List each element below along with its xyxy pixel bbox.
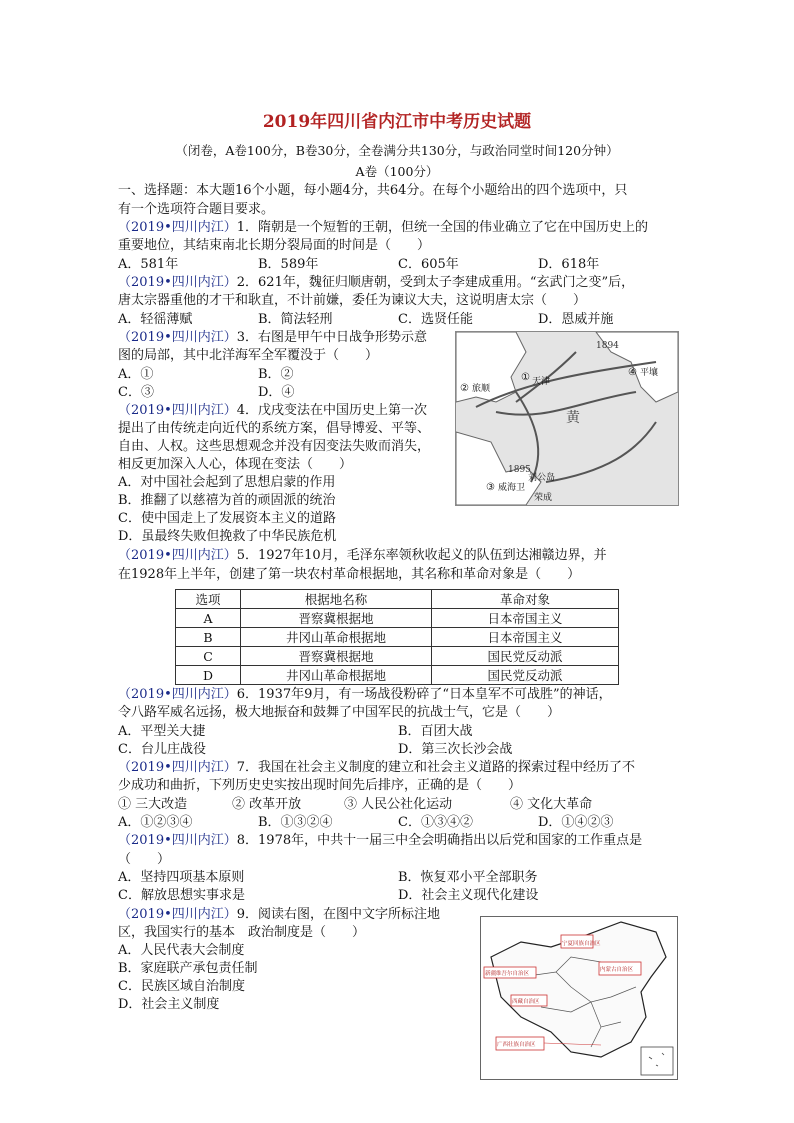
q6-option-b: B．百团大战 [398, 724, 473, 739]
q3-option-c: C．③ [118, 385, 154, 400]
q8-option-b: B．恢复邓小平全部职务 [398, 870, 538, 885]
q9-option-a: A．人民代表大会制度 [118, 943, 245, 958]
table-cell: 日本帝国主义 [432, 628, 619, 647]
map-label-year-1895: 1895 [508, 465, 531, 475]
map-label-3: ③ [486, 482, 495, 493]
map-label-liugongdao: 刘公岛 [528, 473, 556, 483]
table-cell: 国民党反动派 [432, 666, 619, 685]
q4-option-c: C．使中国走上了发展资本主义的道路 [118, 511, 336, 526]
question-source: （2019•四川内江） [118, 403, 237, 418]
q2-option-c: C．选贤任能 [398, 312, 473, 327]
q3-option-b: B．② [258, 367, 294, 382]
question-9-text-2: 区，我国实行的基本 政治制度是（ ） [118, 925, 366, 940]
q7-item-4: ④ 文化大革命 [510, 797, 593, 812]
question-4-text: 4．戊戌变法在中国历史上第一次 [236, 403, 428, 418]
q7-option-b: B．①③②④ [258, 815, 333, 830]
question-8-text: 8．1978年，中共十一届三中全会明确指出以后党和国家的工作重点是 [236, 833, 643, 848]
question-3-text-2: 图的局部，其中北洋海军全军覆没于（ ） [118, 348, 379, 363]
table-cell: B [176, 628, 241, 647]
question-5 [118, 546, 607, 565]
china-map [480, 916, 678, 1080]
question-source: （2019•四川内江） [118, 833, 237, 848]
q7-option-a: A．①②③④ [118, 815, 193, 830]
question-1-text: 1．隋朝是一个短暂的王朝，但统一全国的伟业确立了它在中国历史上的 [236, 220, 649, 235]
q2-option-b: B．简法轻刑 [258, 312, 333, 327]
map-label-year-1894: 1894 [596, 341, 619, 351]
q3-option-a: A．① [118, 367, 154, 382]
q8-option-d: D．社会主义现代化建设 [398, 888, 539, 903]
map-label-2: ② [460, 383, 469, 394]
question-1 [118, 218, 648, 237]
table-cell: 晋察冀根据地 [241, 609, 432, 628]
map-label-rongcheng: 荣成 [534, 493, 553, 503]
q6-option-c: C．台儿庄战役 [118, 742, 206, 757]
question-7-text: 7．我国在社会主义制度的建立和社会主义道路的探索过程中经历了不 [236, 760, 636, 775]
q2-option-a: A．轻徭薄赋 [118, 312, 193, 327]
instructions-line2: 有一个选项符合题目要求。 [118, 202, 275, 217]
q2-option-d: D．恩威并施 [538, 312, 614, 327]
table-cell: 国民党反动派 [432, 647, 619, 666]
war-situation-map [455, 331, 679, 506]
section-title: A卷（100分） [355, 164, 439, 179]
table-header: 根据地名称 [241, 590, 432, 609]
war-map-graphic [456, 332, 678, 505]
map-label-neimenggu: 内蒙古自治区 [600, 967, 634, 973]
question-4-text-4: 相反更加深入人心，体现在变法（ ） [118, 457, 353, 472]
table-row [176, 647, 619, 666]
q1-option-c: C．605年 [398, 257, 459, 272]
table-header-row [176, 590, 619, 609]
table-cell: 井冈山革命根据地 [241, 666, 432, 685]
question-8 [118, 831, 642, 850]
map-label-sea: 黄 [566, 410, 580, 426]
question-9-text: 9．阅读右图，在图中文字所标注地 [236, 907, 441, 922]
q9-option-c: C．民族区域自治制度 [118, 979, 245, 994]
question-2-text-2: 唐太宗器重他的才干和耿直，不计前嫌，委任为谏议大夫，这说明唐太宗（ ） [118, 293, 587, 308]
q9-option-b: B．家庭联产承包责任制 [118, 961, 258, 976]
q1-option-a: A．581年 [118, 257, 179, 272]
china-map-graphic [481, 917, 677, 1079]
question-4-text-2: 提出了由传统走向近代的系统方案，倡导博爱、平等、 [118, 421, 431, 436]
map-label-lushun: 旅顺 [472, 384, 491, 394]
question-source: （2019•四川内江） [118, 275, 237, 290]
page-title: 2019年四川省内江市中考历史试题 [262, 112, 532, 132]
map-label-ningxia: 宁夏回族自治区 [562, 941, 601, 947]
map-label-4: ④ [628, 367, 637, 378]
question-4 [118, 401, 427, 420]
map-label-weihaiwei: 威海卫 [498, 483, 526, 493]
q7-option-c: C．①③④② [398, 815, 473, 830]
q3-option-d: D．④ [258, 385, 295, 400]
table-cell: 井冈山革命根据地 [241, 628, 432, 647]
question-3-text: 3．右图是甲午中日战争形势示意 [236, 330, 428, 345]
question-6 [118, 685, 612, 704]
map-label-1: ① [521, 372, 530, 383]
q6-option-d: D．第三次长沙会战 [398, 742, 513, 757]
question-6-text-2: 令八路军威名远扬，极大地振奋和鼓舞了中国军民的抗战士气，它是（ ） [118, 705, 561, 720]
map-label-guangxi: 广西壮族自治区 [497, 1042, 536, 1048]
question-1-text-2: 重要地位，其结束南北长期分裂局面的时间是（ ） [118, 238, 431, 253]
question-source: （2019•四川内江） [118, 330, 237, 345]
table-cell: A [176, 609, 241, 628]
question-3 [118, 328, 427, 347]
question-2-text: 2．621年，魏征归顺唐朝，受到太子李建成重用。“玄武门之变”后， [236, 275, 635, 290]
q1-option-d: D．618年 [538, 257, 600, 272]
q1-option-b: B．589年 [258, 257, 319, 272]
table-cell: C [176, 647, 241, 666]
q4-option-a: A．对中国社会起到了思想启蒙的作用 [118, 475, 336, 490]
q8-option-c: C．解放思想实事求是 [118, 888, 245, 903]
question-source: （2019•四川内江） [118, 760, 237, 775]
map-label-pyongyang: 平壤 [640, 368, 659, 378]
q4-option-b: B．推翻了以慈禧为首的顽固派的统治 [118, 493, 336, 508]
question-source: （2019•四川内江） [118, 548, 237, 563]
q7-item-2: ② 改革开放 [232, 797, 302, 812]
question-9 [118, 905, 440, 924]
table-cell: D [176, 666, 241, 685]
question-6-text: 6．1937年9月，有一场战役粉碎了“日本皇军不可战胜”的神话， [236, 687, 612, 702]
table-header: 选项 [176, 590, 241, 609]
q6-option-a: A．平型关大捷 [118, 724, 206, 739]
q7-option-d: D．①④②③ [538, 815, 614, 830]
question-source: （2019•四川内江） [118, 220, 237, 235]
instructions-line1: 一、选择题：本大题16个小题，每小题4分，共64分。在每个小题给出的四个选项中，只 [118, 183, 628, 198]
table-header: 革命对象 [432, 590, 619, 609]
map-label-xizang: 西藏自治区 [512, 999, 540, 1005]
options-table [175, 589, 619, 685]
table-cell: 晋察冀根据地 [241, 647, 432, 666]
q4-option-d: D．虽最终失败但挽救了中华民族危机 [118, 529, 337, 544]
table-row [176, 628, 619, 647]
q7-item-1: ① 三大改造 [118, 797, 188, 812]
question-7-text-2: 少成功和曲折，下列历史史实按出现时间先后排序，正确的是（ ） [118, 778, 522, 793]
question-5-text: 5．1927年10月，毛泽东率领秋收起义的队伍到达湘赣边界，并 [236, 548, 607, 563]
q9-option-d: D．社会主义制度 [118, 997, 220, 1012]
question-source: （2019•四川内江） [118, 687, 237, 702]
exam-info: （闭卷，A卷100分，B卷30分，全卷满分共130分，与政治同堂时间120分钟） [175, 143, 619, 158]
map-label-xinjiang: 新疆维吾尔自治区 [485, 971, 530, 977]
question-4-text-3: 自由、人权。这些思想观念并没有因变法失败而消失， [118, 439, 431, 454]
question-8-text-2: （ ） [118, 852, 171, 867]
table-row [176, 666, 619, 685]
question-2 [118, 273, 634, 292]
question-source: （2019•四川内江） [118, 907, 237, 922]
map-label-tianjin: 天津 [532, 377, 551, 387]
q8-option-a: A．坚持四项基本原则 [118, 870, 245, 885]
table-cell: 日本帝国主义 [432, 609, 619, 628]
table-row [176, 609, 619, 628]
q7-item-3: ③ 人民公社化运动 [344, 797, 453, 812]
question-5-text-2: 在1928年上半年，创建了第一块农村革命根据地，其名称和革命对象是（ ） [118, 567, 581, 582]
question-7 [118, 758, 635, 777]
